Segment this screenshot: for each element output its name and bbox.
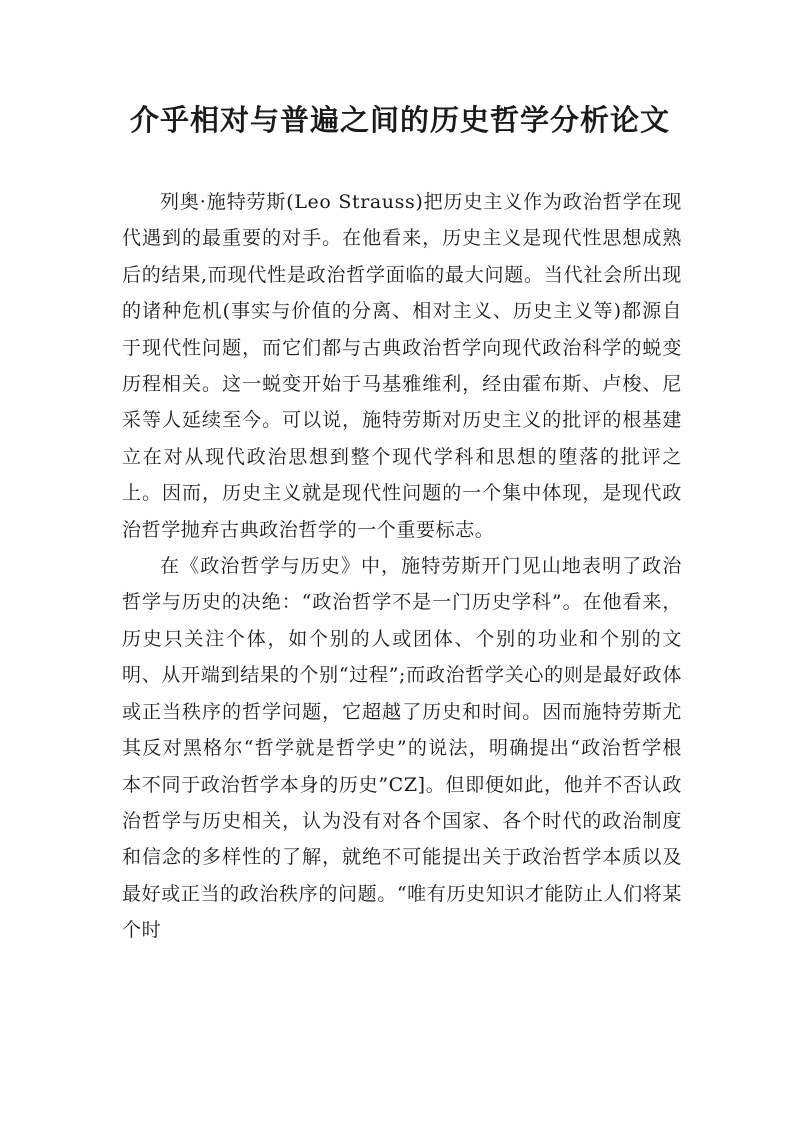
- document-body: [122, 184, 682, 949]
- paragraph-2: 在《政治哲学与历史》中，施特劳斯开门见山地表明了政治哲学与历史的决绝：“政治哲学不是一门历史学科”。在他看来，历史只关注个体，如个别的人或团体、个别的功业和个别的文明、从开端到结果的个别“过程”;而政治哲学关心的则是最好政体或正当秩序的哲学问题，它超越了历史和时间。因而施特劳斯尤其反对黑格尔“哲学就是哲学史”的说法，明确提出“政治哲学根本不同于政治哲学本身的历史”CZ]。但即便如此，他并不否认政治哲学与历史相关，认为没有对各个国家、各个时代的政治制度和信念的多样性的了解，就绝不可能提出关于政治哲学本质以及最好或正当的政治秩序的问题。“唯有历史知识才能防止人们将某个时: [122, 555, 682, 942]
- document-title: 介乎相对与普遍之间的历史哲学分析论文: [129, 103, 670, 137]
- paragraph-1: 列奥·施特劳斯(Leo Strauss)把历史主义作为政治哲学在现代遇到的最重要的对手。在他看来，历史主义是现代性思想成熟后的结果,而现代性是政治哲学面临的最大问题。当代社会所出现的诸种危机(事实与价值的分离、相对主义、历史主义等)都源自于现代性问题，而它们都与古典政治哲学向现代政治科学的蜕变历程相关。这一蜕变开始于马基雅维利，经由霍布斯、卢梭、尼采等人延续至今。可以说，施特劳斯对历史主义的批评的根基建立在对从现代政治思想到整个现代学科和思想的堕落的批评之上。因而，历史主义就是现代性问题的一个集中体现，是现代政治哲学抛弃古典政治哲学的一个重要标志。: [122, 191, 682, 541]
